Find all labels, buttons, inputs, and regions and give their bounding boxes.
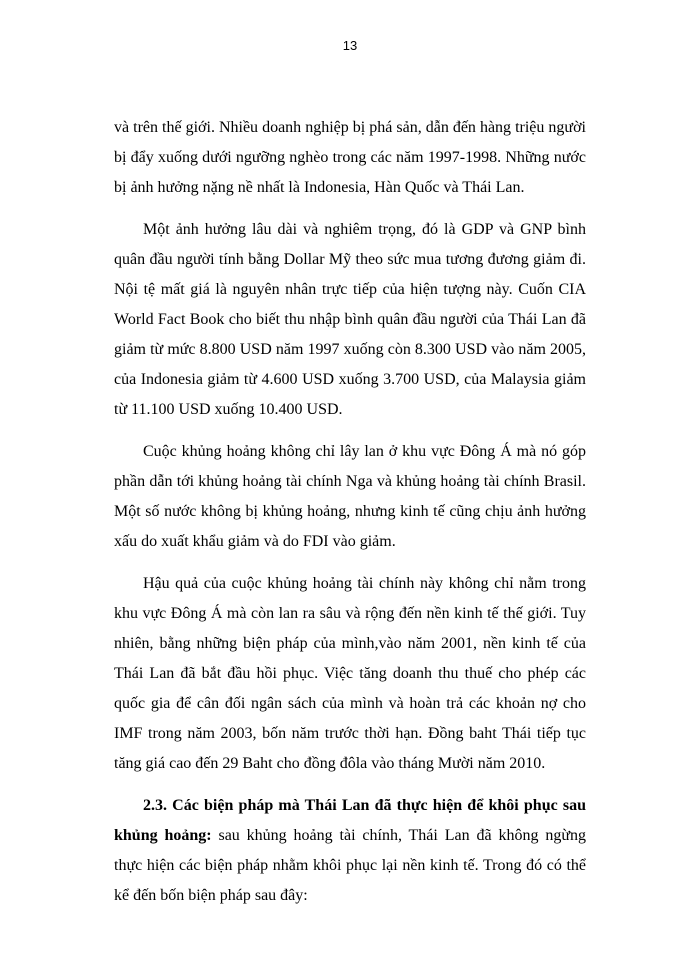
paragraph-consequences: Hậu quả của cuộc khủng hoảng tài chính này không chỉ nằm trong khu vực Đông Á mà còn lan ra sâu và rộng đến nền kinh tế thế giới. Tuy nhiên, bằng những biện pháp của mình,vào năm 2001, nền kinh tế của Thái Lan đã bắt đầu hồi phục. Việc tăng doanh thu thuế cho phép các quốc gia để cân đối ngân sách của mình và hoàn trả các khoản nợ cho IMF trong năm 2003, bốn năm trước thời hạn. Đồng baht Thái tiếp tục tăng giá cao đến 29 Baht cho đồng đôla vào tháng Mười năm 2010. — [114, 575, 586, 772]
paragraph-gap — [114, 779, 586, 791]
paragraph-gap — [114, 203, 586, 215]
section-paragraph — [114, 791, 586, 911]
paragraph-continuation: và trên thế giới. Nhiều doanh nghiệp bị phá sản, dẫn đến hàng triệu người bị đẩy xuống dưới ngưỡng nghèo trong các năm 1997-1998. Những nước bị ảnh hưởng nặng nề nhất là Indonesia, Hàn Quốc và Thái Lan. — [114, 119, 586, 196]
page-number: 13 — [342, 38, 358, 53]
paragraph-gap — [114, 557, 586, 569]
paragraph-gdp-impact: Một ảnh hưởng lâu dài và nghiêm trọng, đó là GDP và GNP bình quân đầu người tính bằng Dollar Mỹ theo sức mua tương đương giảm đi. Nội tệ mất giá là nguyên nhân trực tiếp của hiện tượng này. Cuốn CIA World Fact Book cho biết thu nhập bình quân đầu người của Thái Lan đã giảm từ mức 8.800 USD năm 1997 xuống còn 8.300 USD vào năm 2005, của Indonesia giảm từ 4.600 USD xuống 3.700 USD, của Malaysia giảm từ 11.100 USD xuống 10.400 USD. — [114, 221, 586, 418]
document-body — [114, 113, 586, 911]
paragraph-contagion: Cuộc khủng hoảng không chỉ lây lan ở khu vực Đông Á mà nó góp phần dẫn tới khủng hoảng tài chính Nga và khủng hoảng tài chính Brasil. Một số nước không bị khủng hoảng, nhưng kinh tế cũng chịu ảnh hưởng xấu do xuất khẩu giảm và do FDI vào giảm. — [114, 443, 586, 550]
section-heading: 2.3. Các biện pháp mà Thái Lan đã thực hiện để khôi phục sau khủng hoảng: — [114, 797, 586, 844]
section-body: sau khủng hoảng tài chính, Thái Lan đã không ngừng thực hiện các biện pháp nhằm khôi phục lại nền kinh tế. Trong đó có thể kể đến bốn biện pháp sau đây: — [114, 827, 586, 904]
paragraph-gap — [114, 425, 586, 437]
